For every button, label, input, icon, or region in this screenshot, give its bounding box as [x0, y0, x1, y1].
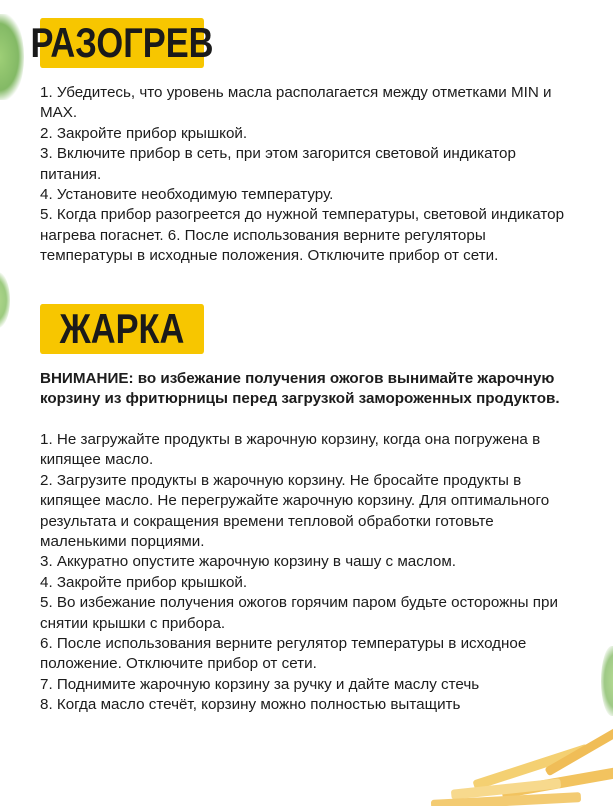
instruction-item: 3. Аккуратно опустите жарочную корзину в чашу с маслом. — [40, 553, 456, 571]
warning-text: во избежание получения ожогов вынимайте жарочную корзину из фритюрницы перед загрузкой замороженных продуктов. — [40, 370, 560, 408]
warning-note — [40, 369, 571, 410]
instruction-item: 5. Во избежание получения ожогов горячим паром будьте осторожны при снятии крышки с прибора. — [40, 594, 558, 632]
instruction-item: 7. Поднимите жарочную корзину за ручку и дайте маслу стечь — [40, 675, 480, 693]
french-fries-decoration — [431, 722, 613, 806]
instruction-item: 3. Включите прибор в сеть, при этом загорится световой индикатор питания. — [40, 145, 516, 183]
frying-instructions — [40, 430, 571, 716]
leaf-decoration-middle-left — [0, 272, 10, 328]
instruction-item: 2. Загрузите продукты в жарочную корзину. Не бросайте продукты в кипящее масло. Не перегружайте жарочную корзину. Для оптимального результата и сокращения времени тепловой обработки готовьте маленькими порциями. — [40, 471, 550, 551]
instruction-item: 1. Убедитесь, что уровень масла располагается между отметками MIN и MAX. — [40, 84, 552, 122]
warning-label: ВНИМАНИЕ: — [40, 370, 134, 387]
instruction-item: 6. После использования верните регулятор температуры в исходное положение. Отключите прибор от сети. — [40, 635, 527, 673]
section-heading-preheat: РАЗОГРЕВ — [30, 19, 214, 66]
warning-paragraph — [40, 369, 571, 410]
leaf-decoration-right — [601, 646, 613, 716]
instruction-item: 2. Закройте прибор крышкой. — [40, 124, 248, 142]
leaf-decoration-top-left — [0, 14, 24, 100]
instruction-item: 4. Установите необходимую температуру. — [40, 186, 334, 204]
instruction-item: 5. Когда прибор разогреется до нужной температуры, световой индикатор нагрева погаснет. 6. После использования верните регуляторы температуры в исходные положения. Отключите прибор от сети. — [40, 206, 565, 265]
section-heading-frying: ЖАРКА — [40, 304, 204, 354]
instruction-item: 8. Когда масло стечёт, корзину можно полностью вытащить — [40, 696, 461, 714]
instruction-item: 4. Закройте прибор крышкой. — [40, 573, 248, 591]
instruction-item: 1. Не загружайте продукты в жарочную корзину, когда она погружена в кипящее масло. — [40, 431, 541, 469]
preheat-instructions — [40, 83, 571, 267]
